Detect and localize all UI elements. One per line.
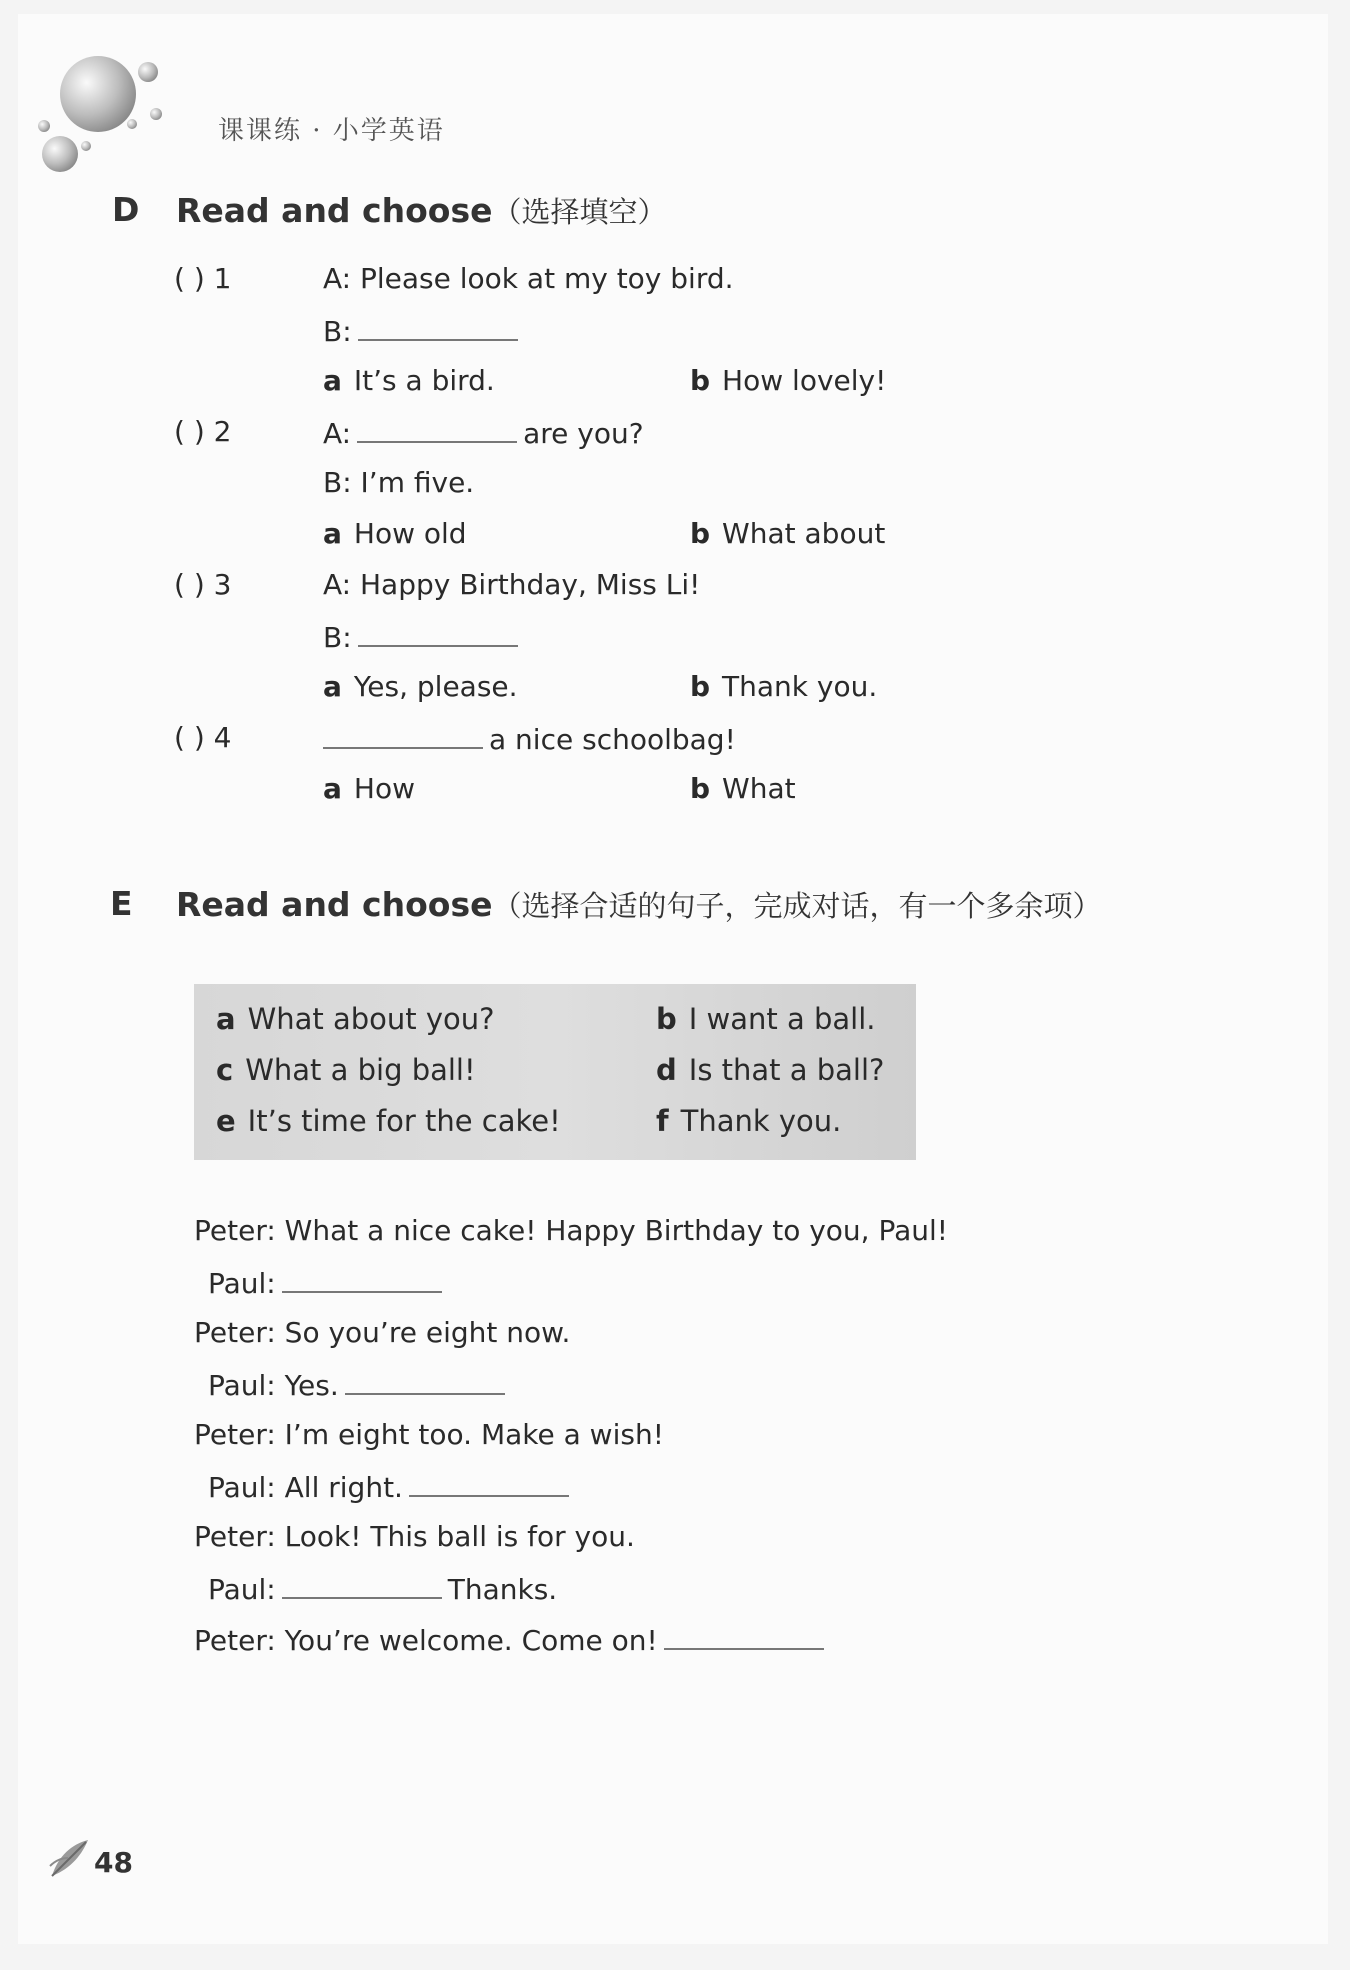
q1-option-a [323, 364, 495, 397]
q3-line2-prefix: B: [323, 621, 352, 654]
q4-line1 [317, 721, 736, 756]
q4-option-a [323, 772, 415, 805]
choice-letter: a [216, 1002, 236, 1036]
section-e-subtitle: （选择合适的句子，完成对话，有一个多余项） [492, 889, 1102, 923]
choice-letter: e [216, 1104, 236, 1138]
workbook-page [18, 14, 1328, 1944]
q2-line1-suffix: are you? [523, 417, 644, 450]
q2-line1-prefix: A: [323, 417, 352, 450]
q1-option-b [690, 364, 886, 397]
option-letter: a [323, 772, 342, 805]
choice-letter: f [656, 1104, 669, 1138]
choice-e [216, 1104, 561, 1138]
dialogue-speaker: Paul: [208, 1573, 276, 1606]
q2-bracket: ( ) 2 [174, 415, 232, 448]
q4-option-a-text: How [353, 772, 415, 805]
leaf-icon [48, 1836, 92, 1880]
option-letter: a [323, 670, 342, 703]
choice-text: What about you? [247, 1002, 495, 1036]
dialogue-line-9 [194, 1622, 830, 1657]
dialogue-blank-2[interactable] [345, 1367, 505, 1395]
dialogue-blank-4[interactable] [282, 1571, 442, 1599]
q3-answer-blank[interactable] [358, 619, 518, 647]
dialogue-line-5: Peter: I’m eight too. Make a wish! [194, 1418, 664, 1451]
choice-c [216, 1053, 476, 1087]
q3-option-a-text: Yes, please. [353, 670, 518, 703]
q2-answer-blank[interactable] [357, 415, 517, 443]
q2-option-b [690, 517, 885, 550]
q1-line2 [323, 313, 524, 348]
q2-option-a [323, 517, 467, 550]
dialogue-line-7: Peter: Look! This ball is for you. [194, 1520, 635, 1553]
q3-option-b-text: Thank you. [722, 670, 878, 703]
option-letter: b [690, 772, 711, 805]
section-d-letter: D [112, 190, 140, 229]
choice-b [656, 1002, 876, 1036]
option-letter: a [323, 517, 342, 550]
dialogue-line-2 [208, 1265, 448, 1300]
dialogue-line-6 [208, 1469, 575, 1504]
choice-f [656, 1104, 841, 1138]
section-e-title [176, 884, 1101, 925]
q1-line1: A: Please look at my toy bird. [323, 262, 734, 295]
choices-box [194, 984, 916, 1160]
dialogue-line-1: Peter: What a nice cake! Happy Birthday to you, Paul! [194, 1214, 949, 1247]
choice-text: What a big ball! [245, 1053, 476, 1087]
q1-option-a-text: It’s a bird. [353, 364, 495, 397]
choice-text: Is that a ball? [688, 1053, 885, 1087]
choice-text: I want a ball. [688, 1002, 876, 1036]
q4-option-b [690, 772, 796, 805]
choice-text: Thank you. [680, 1104, 842, 1138]
dialogue-speaker: Paul: [208, 1267, 276, 1300]
q2-line2: B: I’m five. [323, 466, 475, 499]
choice-a [216, 1002, 495, 1036]
section-d-subtitle: （选择填空） [492, 195, 667, 229]
dialogue-line-4 [208, 1367, 511, 1402]
q1-bracket: ( ) 1 [174, 262, 232, 295]
q4-option-b-text: What [722, 772, 796, 805]
q3-bracket: ( ) 3 [174, 568, 232, 601]
q3-option-b [690, 670, 877, 703]
choice-letter: c [216, 1053, 234, 1087]
dialogue-blank-3[interactable] [409, 1469, 569, 1497]
dialogue-blank-5[interactable] [664, 1622, 824, 1650]
choice-d [656, 1053, 884, 1087]
option-letter: b [690, 670, 711, 703]
dialogue-text: Paul: All right. [208, 1471, 403, 1504]
q2-option-b-text: What about [722, 517, 886, 550]
section-d-title [176, 190, 666, 231]
q3-option-a [323, 670, 518, 703]
choice-letter: b [656, 1002, 677, 1036]
header-title: 课课练 · 小学英语 [218, 116, 445, 146]
page-number: 48 [94, 1846, 133, 1879]
q3-line2 [323, 619, 524, 654]
q3-line1: A: Happy Birthday, Miss Li! [323, 568, 701, 601]
q4-answer-blank[interactable] [323, 721, 483, 749]
q2-line1 [323, 415, 644, 450]
bubbles-decoration-icon [36, 54, 186, 194]
option-letter: b [690, 517, 711, 550]
q4-bracket: ( ) 4 [174, 721, 232, 754]
choice-letter: d [656, 1053, 677, 1087]
option-letter: a [323, 364, 342, 397]
dialogue-text: Paul: Yes. [208, 1369, 339, 1402]
option-letter: b [690, 364, 711, 397]
choice-text: It’s time for the cake! [247, 1104, 561, 1138]
section-d-title-text: Read and choose [176, 191, 493, 230]
q2-option-a-text: How old [353, 517, 467, 550]
q1-answer-blank[interactable] [358, 313, 518, 341]
q4-line1-suffix: a nice schoolbag! [489, 723, 736, 756]
dialogue-line-3: Peter: So you’re eight now. [194, 1316, 571, 1349]
section-e-letter: E [110, 884, 133, 923]
section-e-title-text: Read and choose [176, 885, 493, 924]
dialogue-blank-1[interactable] [282, 1265, 442, 1293]
q1-option-b-text: How lovely! [722, 364, 887, 397]
dialogue-text: Peter: You’re welcome. Come on! [194, 1624, 658, 1657]
dialogue-line-8 [208, 1571, 557, 1606]
q1-line2-prefix: B: [323, 315, 352, 348]
dialogue-text: Thanks. [447, 1573, 558, 1606]
